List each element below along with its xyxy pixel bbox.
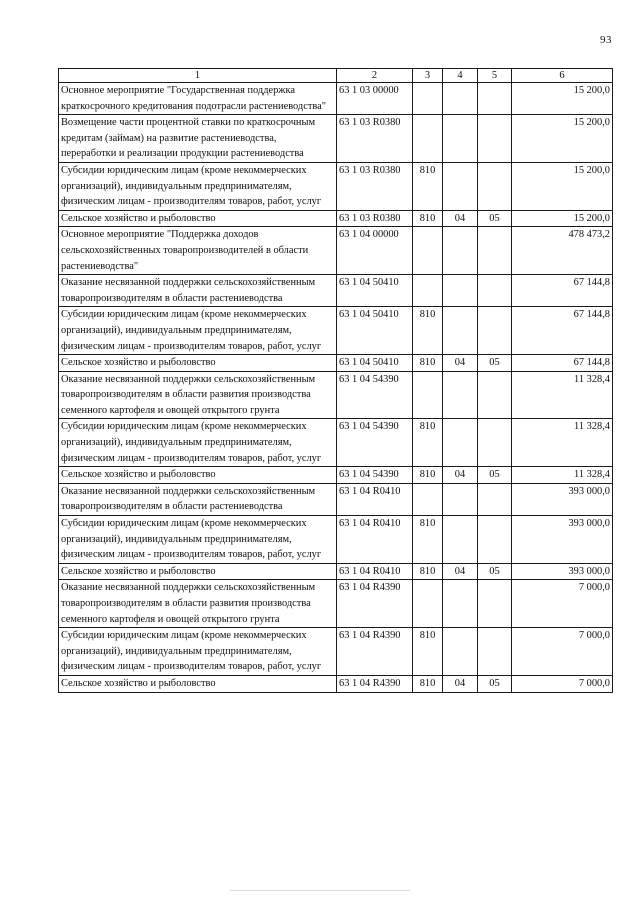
table-row [59, 371, 613, 419]
row-amount: 11 328,4 [512, 419, 613, 467]
row-code: 63 1 04 R0410 [337, 563, 413, 580]
table-row [59, 210, 613, 227]
row-subsection [478, 307, 512, 355]
row-section [443, 162, 478, 210]
row-amount: 478 473,2 [512, 227, 613, 275]
row-expense-type [413, 580, 443, 628]
row-section [443, 83, 478, 115]
column-header-code: 2 [337, 69, 413, 83]
row-expense-type [413, 227, 443, 275]
row-amount: 67 144,8 [512, 355, 613, 372]
row-subsection: 05 [478, 563, 512, 580]
row-subsection [478, 115, 512, 163]
row-amount: 11 328,4 [512, 467, 613, 484]
row-amount: 7 000,0 [512, 675, 613, 692]
row-section [443, 115, 478, 163]
row-expense-type: 810 [413, 210, 443, 227]
row-code: 63 1 03 00000 [337, 83, 413, 115]
page-number: 93 [600, 34, 612, 46]
row-name: Оказание несвязанной поддержки сельскохозяйственным товаропроизводителям в области развития производства семенного картофеля и овощей открытого грунта [59, 580, 337, 628]
row-expense-type: 810 [413, 675, 443, 692]
row-code: 63 1 04 R4390 [337, 628, 413, 676]
row-expense-type [413, 115, 443, 163]
row-code: 63 1 04 54390 [337, 371, 413, 419]
table-row [59, 467, 613, 484]
row-code: 63 1 04 50410 [337, 307, 413, 355]
row-amount: 15 200,0 [512, 162, 613, 210]
row-section: 04 [443, 467, 478, 484]
row-subsection [478, 162, 512, 210]
row-section: 04 [443, 675, 478, 692]
table-row [59, 483, 613, 515]
row-amount: 7 000,0 [512, 628, 613, 676]
row-name: Субсидии юридическим лицам (кроме некоммерческих организаций), индивидуальным предпринимателям, физическим лицам - производителям товаров, работ, услуг [59, 162, 337, 210]
row-name: Оказание несвязанной поддержки сельскохозяйственным товаропроизводителям в области растениеводства [59, 275, 337, 307]
table-row [59, 516, 613, 564]
table-row [59, 227, 613, 275]
row-subsection: 05 [478, 675, 512, 692]
column-header-name: 1 [59, 69, 337, 83]
table-row [59, 162, 613, 210]
row-subsection: 05 [478, 355, 512, 372]
column-header-expense-type: 3 [413, 69, 443, 83]
row-section [443, 516, 478, 564]
row-code: 63 1 04 54390 [337, 419, 413, 467]
row-amount: 15 200,0 [512, 210, 613, 227]
row-code: 63 1 04 R4390 [337, 675, 413, 692]
row-expense-type: 810 [413, 563, 443, 580]
row-expense-type [413, 275, 443, 307]
row-section [443, 275, 478, 307]
table-row [59, 307, 613, 355]
row-name: Сельское хозяйство и рыболовство [59, 563, 337, 580]
table-row [59, 275, 613, 307]
row-subsection: 05 [478, 210, 512, 227]
row-expense-type [413, 371, 443, 419]
row-name: Оказание несвязанной поддержки сельскохозяйственным товаропроизводителям в области развития производства семенного картофеля и овощей открытого грунта [59, 371, 337, 419]
row-section [443, 628, 478, 676]
table-row [59, 563, 613, 580]
row-subsection: 05 [478, 467, 512, 484]
table-row [59, 675, 613, 692]
row-subsection [478, 227, 512, 275]
row-name: Сельское хозяйство и рыболовство [59, 210, 337, 227]
row-expense-type: 810 [413, 419, 443, 467]
row-section [443, 371, 478, 419]
row-expense-type: 810 [413, 162, 443, 210]
row-name: Субсидии юридическим лицам (кроме некоммерческих организаций), индивидуальным предпринимателям, физическим лицам - производителям товаров, работ, услуг [59, 628, 337, 676]
row-section: 04 [443, 355, 478, 372]
row-section [443, 580, 478, 628]
row-subsection [478, 483, 512, 515]
column-header-amount: 6 [512, 69, 613, 83]
row-name: Оказание несвязанной поддержки сельскохозяйственным товаропроизводителям в области растениеводства [59, 483, 337, 515]
row-code: 63 1 04 00000 [337, 227, 413, 275]
row-amount: 15 200,0 [512, 115, 613, 163]
row-name: Сельское хозяйство и рыболовство [59, 355, 337, 372]
column-header-section: 4 [443, 69, 478, 83]
row-code: 63 1 04 50410 [337, 355, 413, 372]
row-subsection [478, 371, 512, 419]
row-name: Субсидии юридическим лицам (кроме некоммерческих организаций), индивидуальным предпринимателям, физическим лицам - производителям товаров, работ, услуг [59, 307, 337, 355]
row-subsection [478, 516, 512, 564]
row-name: Возмещение части процентной ставки по краткосрочным кредитам (займам) на развитие растениеводства, переработки и реализации продукции растениеводства [59, 115, 337, 163]
row-section: 04 [443, 210, 478, 227]
row-amount: 393 000,0 [512, 516, 613, 564]
row-code: 63 1 04 R4390 [337, 580, 413, 628]
row-name: Сельское хозяйство и рыболовство [59, 467, 337, 484]
row-subsection [478, 83, 512, 115]
row-expense-type [413, 83, 443, 115]
row-section [443, 307, 478, 355]
row-expense-type: 810 [413, 307, 443, 355]
row-amount: 67 144,8 [512, 275, 613, 307]
table-row [59, 580, 613, 628]
row-amount: 67 144,8 [512, 307, 613, 355]
budget-table [58, 68, 613, 693]
row-name: Субсидии юридическим лицам (кроме некоммерческих организаций), индивидуальным предпринимателям, физическим лицам - производителям товаров, работ, услуг [59, 516, 337, 564]
column-header-subsection: 5 [478, 69, 512, 83]
row-subsection [478, 275, 512, 307]
row-subsection [478, 628, 512, 676]
row-expense-type: 810 [413, 516, 443, 564]
row-expense-type [413, 483, 443, 515]
header-row [59, 69, 613, 83]
row-name: Субсидии юридическим лицам (кроме некоммерческих организаций), индивидуальным предпринимателям, физическим лицам - производителям товаров, работ, услуг [59, 419, 337, 467]
row-subsection [478, 419, 512, 467]
row-section [443, 483, 478, 515]
row-amount: 11 328,4 [512, 371, 613, 419]
row-code: 63 1 03 R0380 [337, 210, 413, 227]
row-expense-type: 810 [413, 467, 443, 484]
row-amount: 7 000,0 [512, 580, 613, 628]
row-amount: 15 200,0 [512, 83, 613, 115]
row-code: 63 1 03 R0380 [337, 115, 413, 163]
row-code: 63 1 04 R0410 [337, 516, 413, 564]
scan-edge-mark [230, 890, 410, 891]
row-expense-type: 810 [413, 355, 443, 372]
row-section: 04 [443, 563, 478, 580]
table-row [59, 115, 613, 163]
row-name: Основное мероприятие "Государственная поддержка краткосрочного кредитования подотрасли растениеводства" [59, 83, 337, 115]
row-amount: 393 000,0 [512, 563, 613, 580]
row-section [443, 227, 478, 275]
table-row [59, 355, 613, 372]
row-code: 63 1 04 R0410 [337, 483, 413, 515]
table-row [59, 419, 613, 467]
table-row [59, 628, 613, 676]
row-subsection [478, 580, 512, 628]
row-code: 63 1 04 54390 [337, 467, 413, 484]
table-row [59, 83, 613, 115]
row-code: 63 1 04 50410 [337, 275, 413, 307]
row-name: Основное мероприятие "Поддержка доходов сельскохозяйственных товаропроизводителей в области растениеводства" [59, 227, 337, 275]
row-name: Сельское хозяйство и рыболовство [59, 675, 337, 692]
row-section [443, 419, 478, 467]
row-expense-type: 810 [413, 628, 443, 676]
row-amount: 393 000,0 [512, 483, 613, 515]
row-code: 63 1 03 R0380 [337, 162, 413, 210]
